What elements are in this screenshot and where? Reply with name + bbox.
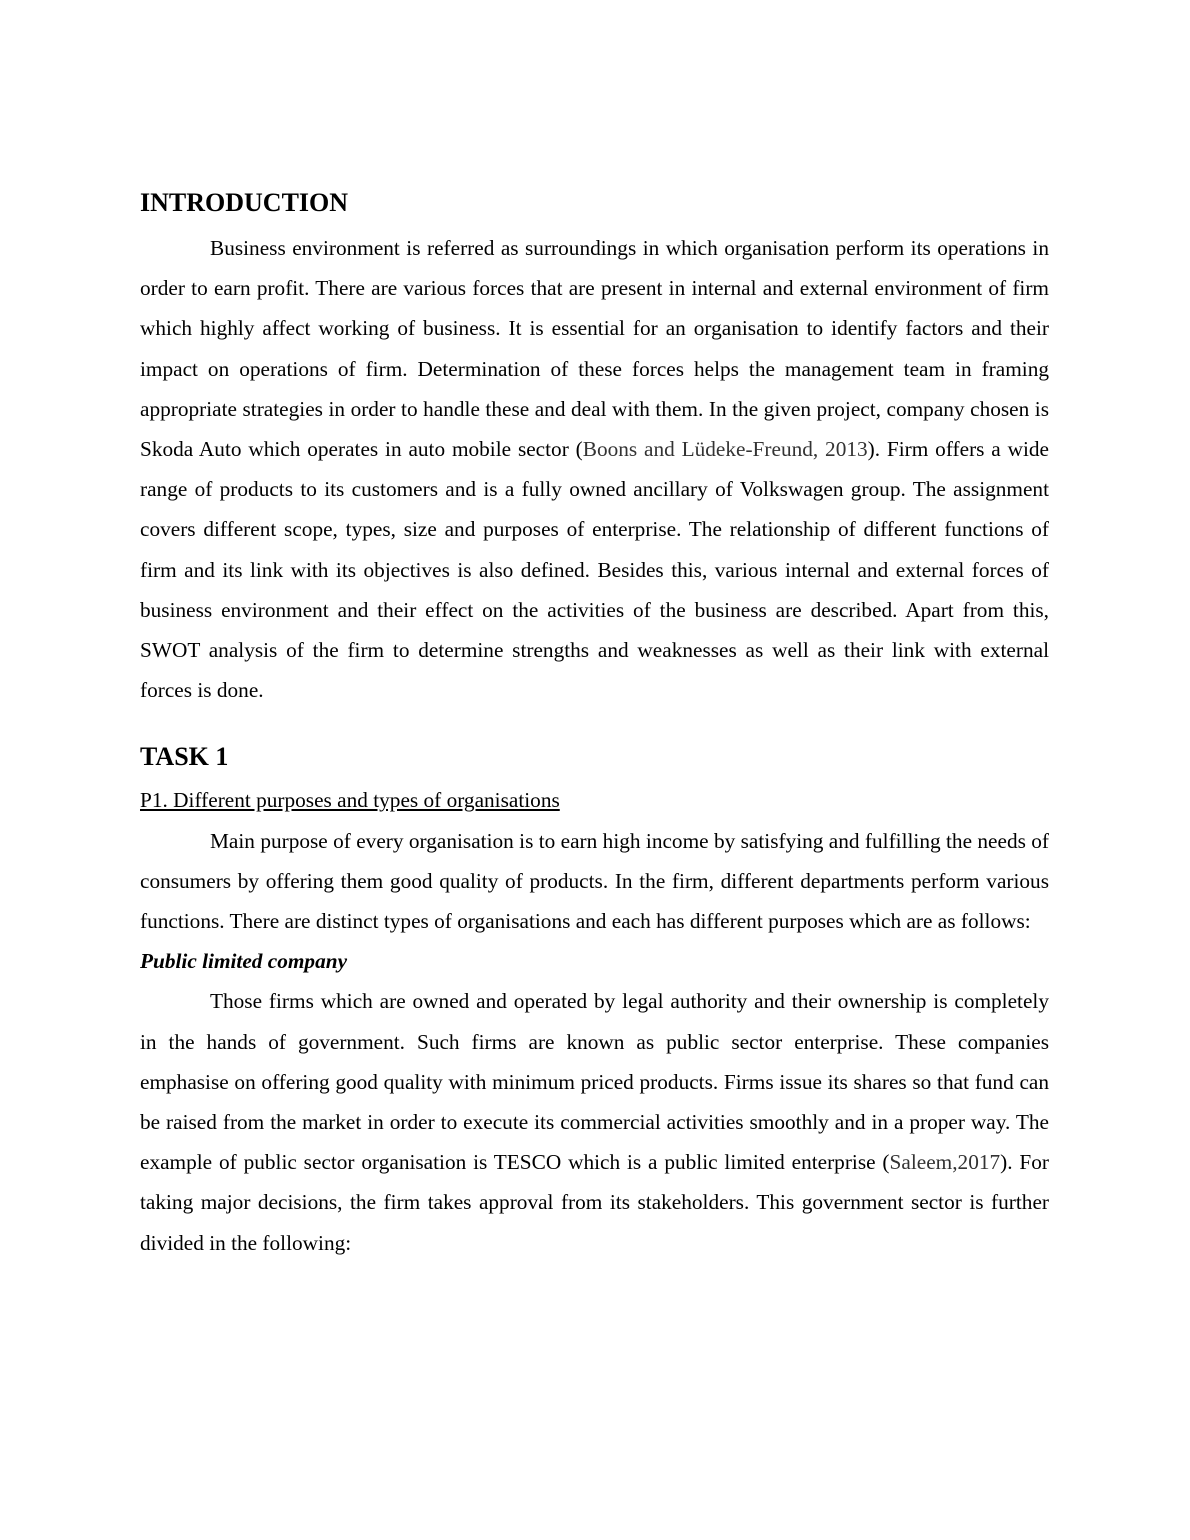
introduction-heading: INTRODUCTION (140, 188, 349, 217)
public-text-part-2: ). For taking major decisions, the firm takes approval from its stakeholders. This government sector is further divided in the following: (140, 1150, 1049, 1255)
public-text-part-1: Those firms which are owned and operated by legal authority and their ownership is completely in the hands of government. Such firms are known as public sector enterprise. These companies emphasise on offering good quality with minimum priced products. Firms issue its shares so that fund can be raised from the market in order to execute its commercial activities smoothly and in a proper way. The example of public sector organisation is TESCO which is a public limited enterprise ( (140, 989, 1049, 1175)
introduction-text-part-1: Business environment is referred as surroundings in which organisation perform its operations in order to earn profit. There are various forces that are present in internal and external environment of firm which highly affect working of business. It is essential for an organisation to identify factors and their impact on operations of firm. Determination of these forces helps the management team in framing appropriate strategies in order to handle these and deal with them. In the given project, company chosen is Skoda Auto which operates in auto mobile sector ( (140, 236, 1049, 462)
document-page (140, 186, 1049, 1263)
purposes-paragraph: Main purpose of every organisation is to earn high income by satisfying and fulfilling the needs of consumers by offering them good quality of products. In the firm, different departments perform various functions. There are distinct types of organisations and each has different purposes which are as follows: (140, 828, 1049, 934)
citation-boons: Boons and Lüdeke-Freund, 2013 (582, 437, 868, 462)
introduction-text-part-2: ). Firm offers a wide range of products to its customers and is a fully owned ancillary of Volkswagen group. The assignment covers different scope, types, size and purposes of enterprise. The relationship of different functions of firm and its link with its objectives is also defined. Besides this, various internal and external forces of business environment and their effect on the activities of the business are described. Apart from this, SWOT analysis of the firm to determine strengths and weaknesses as well as their link with external forces is done. (140, 437, 1049, 703)
introduction-paragraph (140, 228, 1049, 710)
task1-heading: TASK 1 (140, 742, 229, 772)
public-limited-company-paragraph (140, 981, 1049, 1262)
public-limited-company-heading: Public limited company (140, 949, 348, 974)
p1-subheading: P1. Different purposes and types of organisations (140, 788, 560, 813)
citation-saleem: Saleem,2017 (889, 1150, 1001, 1175)
